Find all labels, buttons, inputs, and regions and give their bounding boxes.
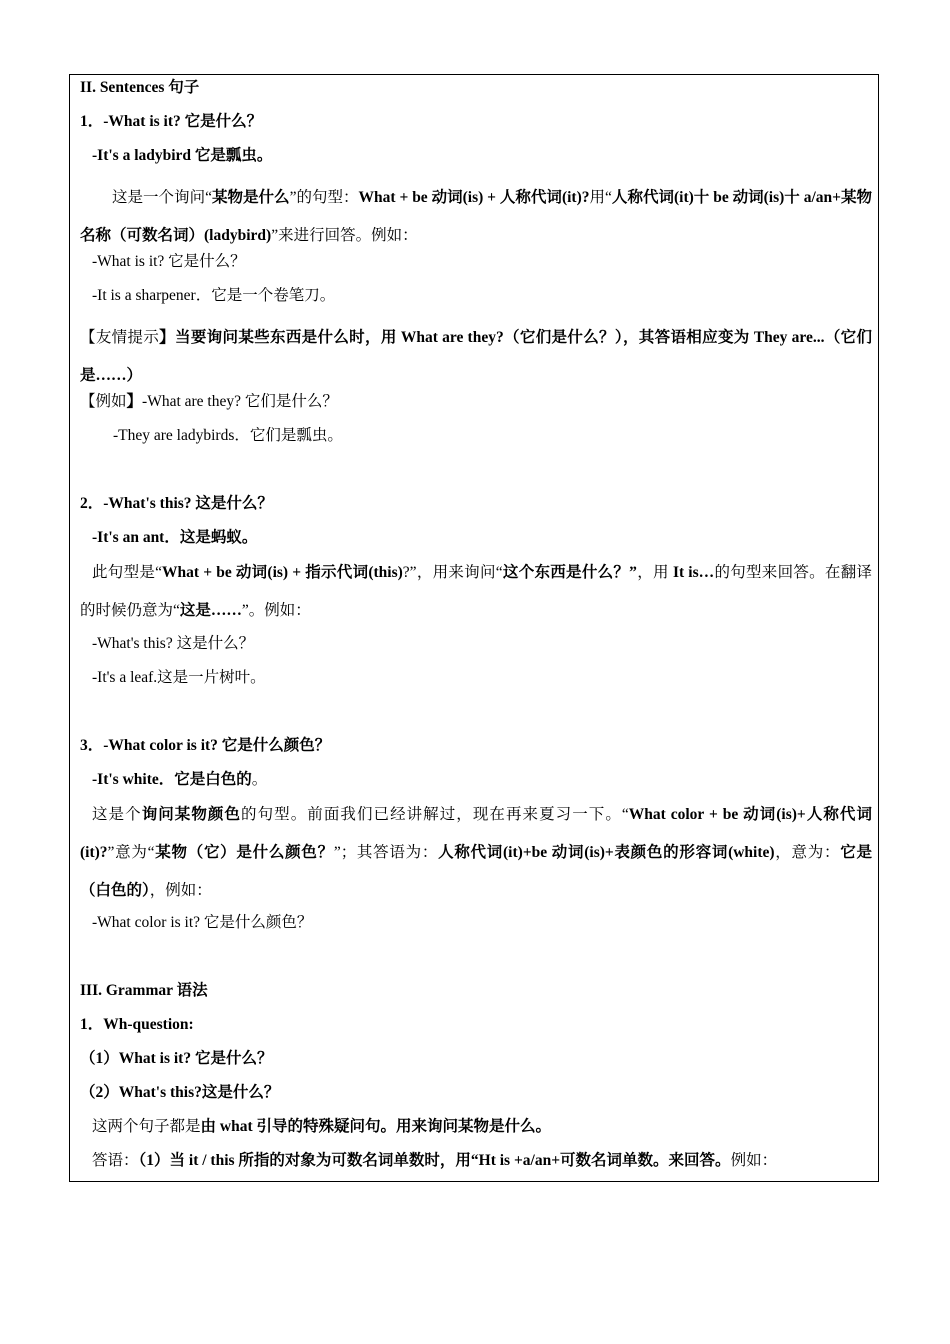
section-3-heading: III. Grammar 语法 (80, 982, 208, 999)
q3-example-1: -What color is it? 它是什么颜色？ (92, 914, 313, 931)
grammar-explanation: 这两个句子都是由 what 引导的特殊疑问句。用来询问某物是什么。 (92, 1118, 551, 1135)
q1-example-1: -What is it? 它是什么？ (92, 253, 246, 270)
q3-explanation: 这是个询问某物颜色的句型。前面我们已经讲解过，现在再来夏习一下。“What color + be 动词(is)+人称代词(it)?”意为“某物（它）是什么颜色？”；其答语为：人称代词(it)+be 动词(is)+表颜色的形容词(white)，意为：它是（白色的），例如： (80, 806, 872, 899)
lesson-table-cell (69, 74, 879, 1182)
q2-example-2: -It's a leaf.这是一片树叶。 (92, 669, 266, 686)
grammar-item-1: （1）What is it? 它是什么？ (80, 1050, 273, 1067)
grammar-item-2: （2）What's this?这是什么？ (80, 1084, 280, 1101)
section-2-heading: II. Sentences 句子 (80, 79, 200, 96)
q1-explanation: 这是一个询问“某物是什么”的句型：What + be 动词(is) + 人称代词(it)?用“人称代词(it)十 be 动词(is)十 a/an+某物名称（可数名词）(ladybird)”来进行回答。例如： (80, 189, 872, 244)
q1-example-2: -It is a sharpener．它是一个卷笔刀。 (92, 287, 336, 304)
q1-answer: -It's a ladybird 它是瓢虫。 (92, 147, 273, 164)
q1-example-3: -They are ladybirds．它们是瓢虫。 (113, 427, 343, 444)
q2-answer: -It's an ant．这是蚂蚁。 (92, 529, 258, 546)
q3-answer: -It's white．它是白色的。 (92, 771, 268, 788)
q1-title: 1．-What is it? 它是什么？ (80, 113, 263, 130)
q2-example-1: -What's this? 这是什么？ (92, 635, 255, 652)
q2-explanation: 此句型是“What + be 动词(is) + 指示代词(this)?”，用来询问“这个东西是什么？”，用 It is…的句型来回答。在翻译的时候仍意为“这是……”。例如： (80, 564, 872, 619)
grammar-sub-1: 1．Wh-question: (80, 1016, 194, 1033)
q1-tip: 【友情提示】当要询问某些东西是什么时，用 What are they?（它们是什么？），其答语相应变为 They are...（它们是……） (80, 329, 872, 384)
q3-title: 3．-What color is it? 它是什么颜色？ (80, 737, 331, 754)
q2-title: 2．-What's this? 这是什么？ (80, 495, 273, 512)
q1-example-label: 【例如】-What are they? 它们是什么？ (80, 393, 338, 410)
grammar-answer: 答语：（1）当 it / this 所指的对象为可数名词单数时，用“Ht is +a/an+可数名词单数。来回答。例如： (92, 1152, 778, 1169)
